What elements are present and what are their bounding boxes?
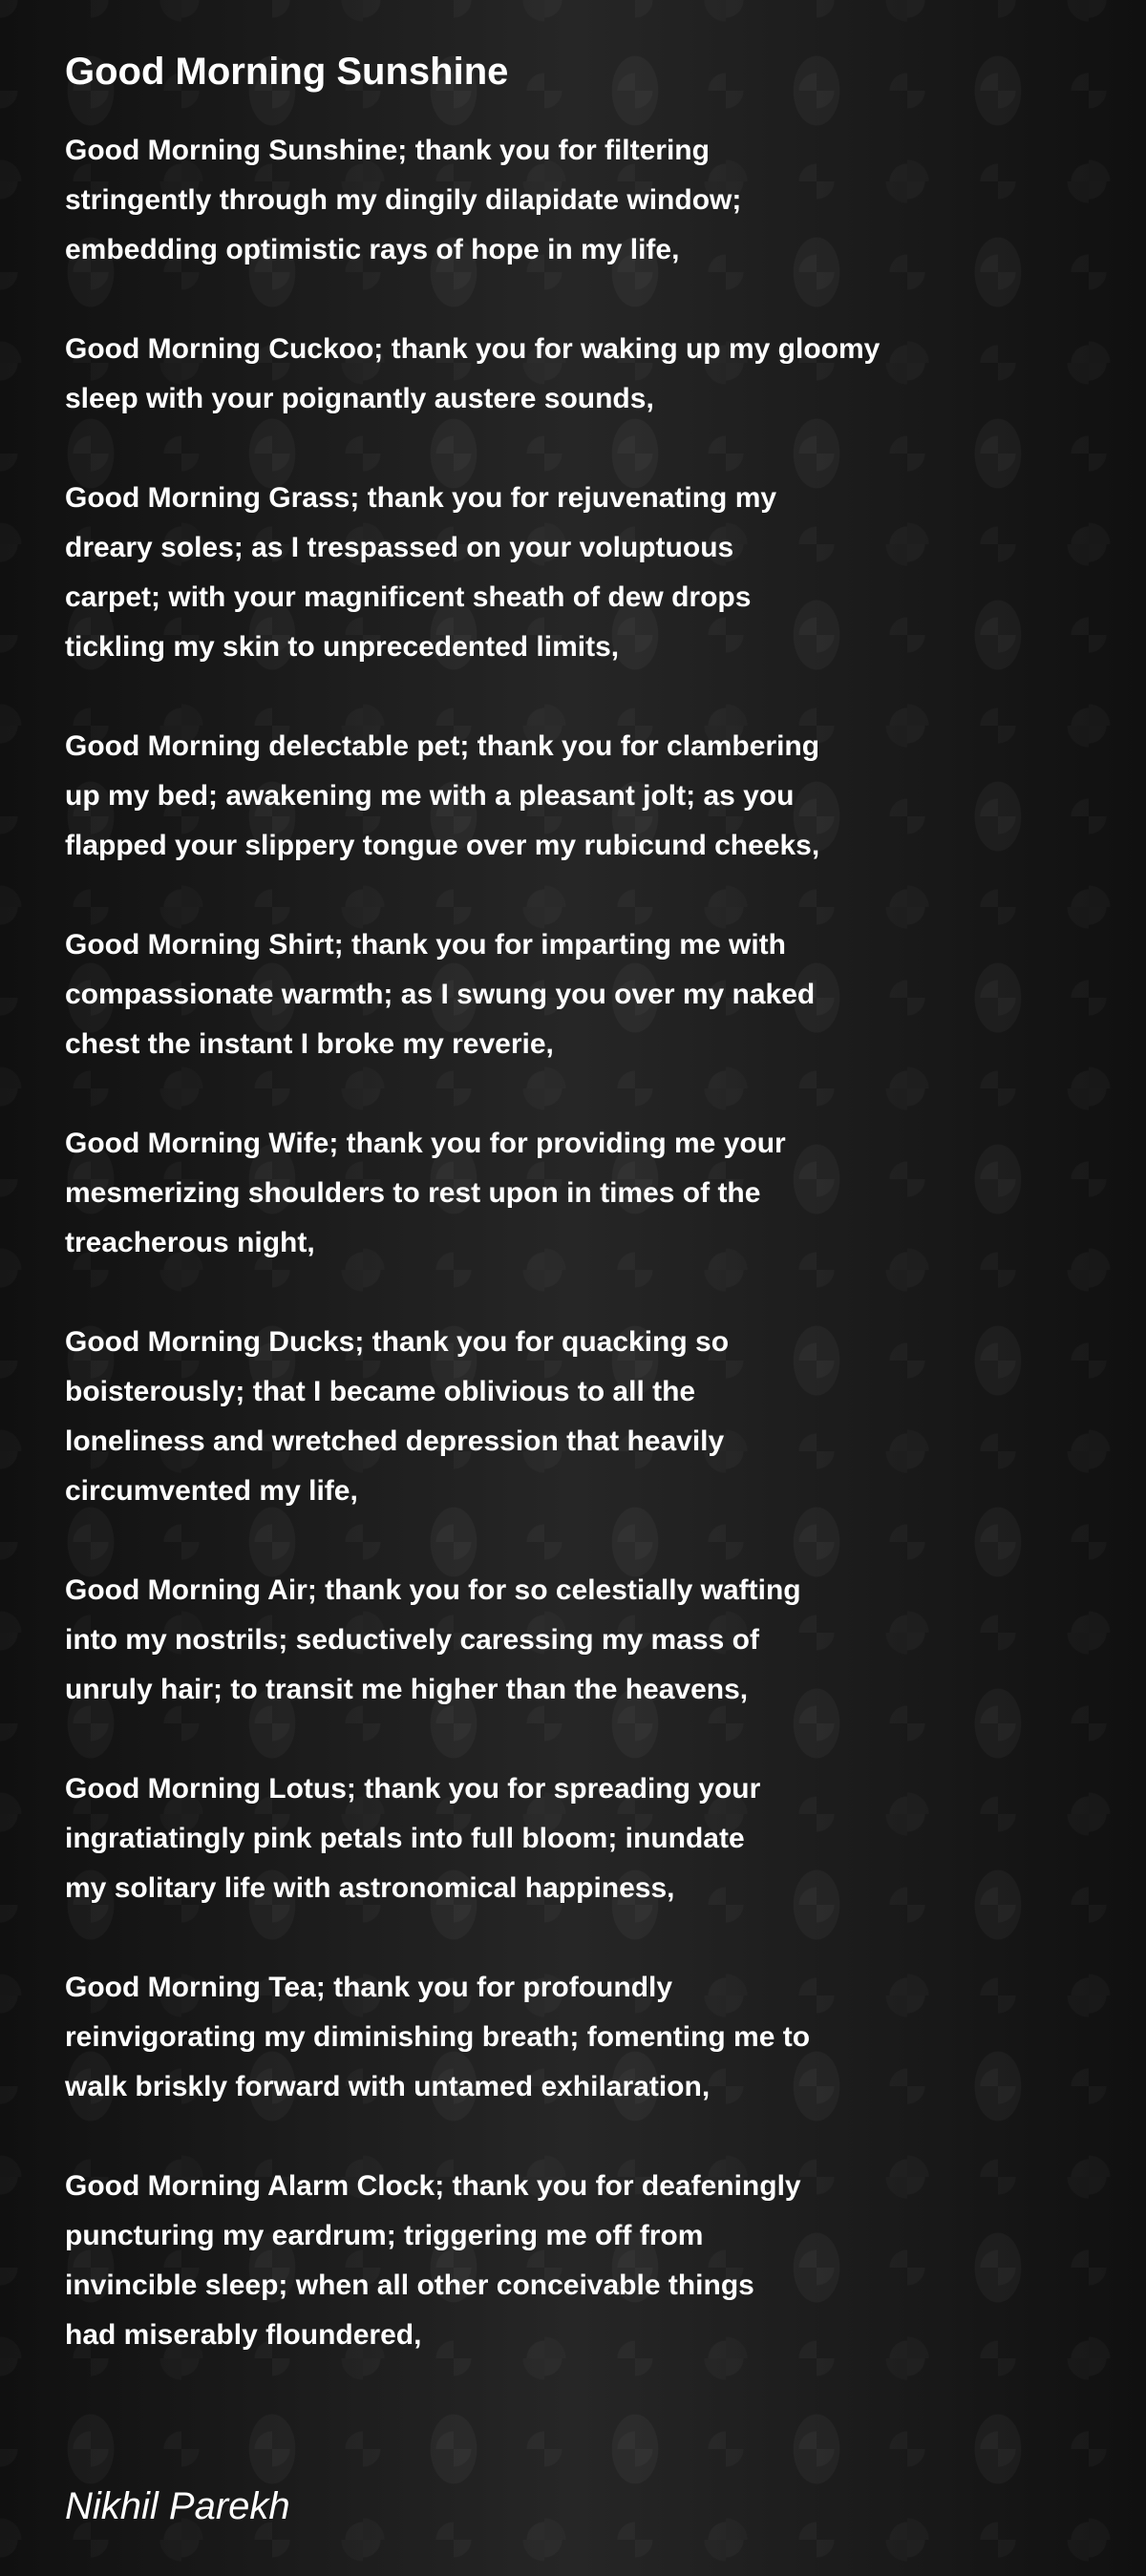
- poem-line: treacherous night,: [65, 1227, 315, 1258]
- poem-line: Good Morning Air; thank you for so celestially wafting: [65, 1574, 801, 1606]
- poem-line: reinvigorating my diminishing breath; fomenting me to: [65, 2021, 811, 2053]
- poem-stanza: [65, 2162, 1096, 2360]
- poem-line: Good Morning Tea; thank you for profoundly: [65, 1972, 673, 2003]
- poem-line: loneliness and wretched depression that heavily: [65, 1425, 725, 1457]
- poem-line: embedding optimistic rays of hope in my life,: [65, 234, 680, 265]
- poem-stanza: [65, 126, 1096, 275]
- poem-line: Good Morning Alarm Clock; thank you for deafeningly: [65, 2170, 801, 2202]
- poem-line: chest the instant I broke my reverie,: [65, 1028, 554, 1060]
- poem-line: carpet; with your magnificent sheath of dew drops: [65, 581, 752, 613]
- poem-line: walk briskly forward with untamed exhilaration,: [65, 2071, 711, 2102]
- poem-line: ingratiatingly pink petals into full bloom; inundate: [65, 1823, 745, 1854]
- poem-author: Nikhil Parekh: [65, 2485, 290, 2527]
- poem-line: Good Morning Shirt; thank you for imparting me with: [65, 929, 786, 961]
- poem-line: Good Morning Wife; thank you for providing me your: [65, 1128, 786, 1159]
- poem-line: circumvented my life,: [65, 1475, 358, 1507]
- poem-line: invincible sleep; when all other conceivable things: [65, 2270, 754, 2301]
- poem-line: tickling my skin to unprecedented limits,: [65, 631, 620, 663]
- poem-stanza: [65, 722, 1096, 871]
- poem-line: flapped your slippery tongue over my rubicund cheeks,: [65, 830, 820, 861]
- poem-stanza: [65, 1119, 1096, 1268]
- poem-line: into my nostrils; seductively caressing my mass of: [65, 1624, 759, 1656]
- poem-line: Good Morning Cuckoo; thank you for waking up my gloomy: [65, 333, 881, 365]
- poem-line: compassionate warmth; as I swung you over my naked: [65, 979, 816, 1010]
- poem-line: stringently through my dingily dilapidate window;: [65, 184, 742, 216]
- poem-title: Good Morning Sunshine: [65, 51, 509, 93]
- poem-line: had miserably floundered,: [65, 2319, 422, 2351]
- poem-stanza: [65, 1764, 1096, 1913]
- poem-stanza: [65, 474, 1096, 672]
- poem-container: [65, 46, 1096, 2410]
- poem-stanza: [65, 920, 1096, 1069]
- poem-line: boisterously; that I became oblivious to all the: [65, 1376, 696, 1407]
- poem-line: my solitary life with astronomical happiness,: [65, 1872, 675, 1904]
- poem-line: Good Morning Lotus; thank you for spreading your: [65, 1773, 761, 1805]
- poem-stanza: [65, 1963, 1096, 2112]
- poem-line: up my bed; awakening me with a pleasant jolt; as you: [65, 780, 795, 812]
- poem-line: Good Morning Sunshine; thank you for filtering: [65, 135, 710, 166]
- poem-stanza: [65, 1566, 1096, 1715]
- poem-line: unruly hair; to transit me higher than the heavens,: [65, 1674, 749, 1705]
- poem-body: [65, 126, 1096, 2360]
- poem-stanza: [65, 1318, 1096, 1516]
- poem-stanza: [65, 325, 1096, 424]
- poem-line: puncturing my eardrum; triggering me off from: [65, 2220, 704, 2251]
- poem-line: Good Morning Ducks; thank you for quacking so: [65, 1326, 730, 1358]
- poem-line: sleep with your poignantly austere sounds,: [65, 383, 654, 414]
- poem-line: Good Morning delectable pet; thank you for clambering: [65, 730, 820, 762]
- poem-line: Good Morning Grass; thank you for rejuvenating my: [65, 482, 777, 514]
- poem-line: dreary soles; as I trespassed on your voluptuous: [65, 532, 734, 563]
- poem-line: mesmerizing shoulders to rest upon in times of the: [65, 1177, 761, 1209]
